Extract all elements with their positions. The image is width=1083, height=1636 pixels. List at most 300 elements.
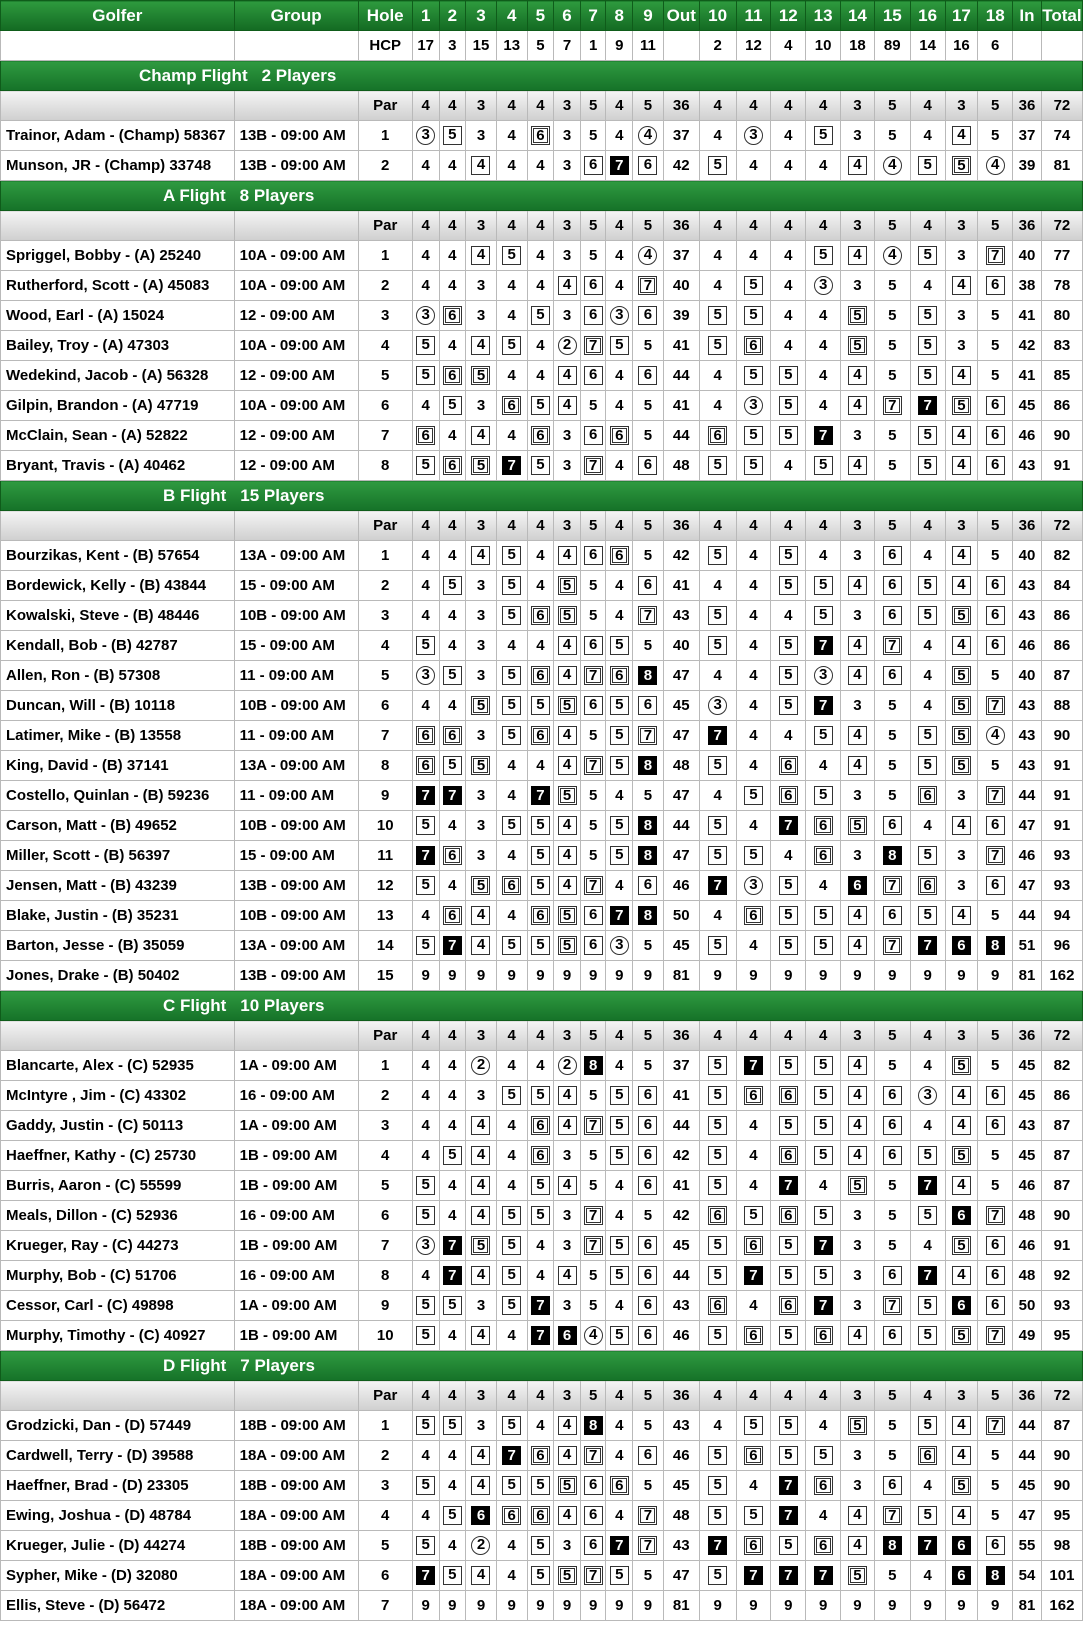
score-cell xyxy=(633,571,664,601)
hole-13-score: 4 xyxy=(818,1417,828,1434)
score-cell xyxy=(466,961,497,991)
hole-5-score: 9 xyxy=(536,967,545,984)
hole-18-score: 5 xyxy=(991,337,1000,354)
player-row[interactable] xyxy=(1,1231,1083,1261)
hole-16-score: 7 xyxy=(918,936,937,955)
in-score: 46 xyxy=(1013,631,1042,661)
par-hole-18: 5 xyxy=(978,1381,1013,1411)
score-cell xyxy=(466,331,497,361)
par-row xyxy=(1,91,1083,121)
hole-header-5: 5 xyxy=(527,1,554,31)
hcp-14: 18 xyxy=(841,31,875,61)
hole-13-score: 4 xyxy=(818,547,828,564)
hole-8-score: 4 xyxy=(615,1417,624,1434)
par-hole-4: 4 xyxy=(496,1381,527,1411)
score-cell xyxy=(978,931,1013,961)
score-cell xyxy=(412,601,439,631)
hole-4-score: 4 xyxy=(507,1177,516,1194)
score-cell xyxy=(945,631,978,661)
hole-9-score: 5 xyxy=(643,637,653,654)
hole-14-score: 5 xyxy=(848,306,867,325)
score-cell xyxy=(736,1561,771,1591)
score-cell xyxy=(945,1261,978,1291)
score-cell xyxy=(841,571,875,601)
hole-14-score: 4 xyxy=(848,1116,867,1135)
score-cell xyxy=(439,841,466,871)
player-row[interactable] xyxy=(1,691,1083,721)
hole-6-score: 4 xyxy=(558,366,577,385)
score-cell xyxy=(771,1531,806,1561)
score-cell xyxy=(606,361,633,391)
hole-18-score: 6 xyxy=(986,456,1005,475)
hole-15-score: 8 xyxy=(883,846,902,865)
player-row[interactable] xyxy=(1,811,1083,841)
player-row[interactable] xyxy=(1,1141,1083,1171)
hole-12-score: 4 xyxy=(784,337,793,354)
hole-2-score: 7 xyxy=(443,1236,462,1255)
hole-8-score: 4 xyxy=(615,457,624,474)
score-cell xyxy=(910,931,945,961)
hole-18-score: 9 xyxy=(991,967,1000,984)
par-total: 72 xyxy=(1041,1381,1082,1411)
hole-7-score: 6 xyxy=(584,156,603,175)
player-row[interactable] xyxy=(1,571,1083,601)
score-cell xyxy=(439,1501,466,1531)
player-row[interactable] xyxy=(1,1201,1083,1231)
hole-17-score: 4 xyxy=(952,426,971,445)
hole-12-score: 4 xyxy=(784,847,793,864)
hole-7-score: 6 xyxy=(584,636,603,655)
total-score: 74 xyxy=(1041,121,1082,151)
hole-11-score: 4 xyxy=(749,757,758,774)
hole-1-score: 4 xyxy=(421,1087,430,1104)
par-hole-3: 3 xyxy=(466,1021,497,1051)
hole-1-score: 3 xyxy=(416,306,435,325)
score-cell xyxy=(910,331,945,361)
score-cell xyxy=(841,631,875,661)
hole-14-score: 3 xyxy=(853,787,862,804)
position: 9 xyxy=(358,781,412,811)
in-score: 47 xyxy=(1013,871,1042,901)
out-score: 44 xyxy=(663,361,699,391)
par-hole-1: 4 xyxy=(412,91,439,121)
total-score: 98 xyxy=(1041,1531,1082,1561)
hole-8-score: 4 xyxy=(615,787,624,804)
par-hole-7: 5 xyxy=(580,1021,606,1051)
score-cell xyxy=(910,421,945,451)
hole-1-score: 4 xyxy=(421,1507,430,1524)
par-hole-15: 5 xyxy=(874,1381,910,1411)
player-row[interactable] xyxy=(1,1051,1083,1081)
score-cell xyxy=(466,541,497,571)
position: 8 xyxy=(358,751,412,781)
score-cell xyxy=(841,1051,875,1081)
score-cell xyxy=(554,1051,581,1081)
hole-13-score: 3 xyxy=(814,666,833,685)
score-cell xyxy=(580,1321,606,1351)
score-cell xyxy=(945,571,978,601)
hole-5-score: 5 xyxy=(531,876,550,895)
hole-17-score: 4 xyxy=(952,636,971,655)
hole-15-score: 6 xyxy=(883,906,902,925)
hole-15-score: 6 xyxy=(883,606,902,625)
hole-4-score: 4 xyxy=(507,367,516,384)
par-out: 36 xyxy=(663,1021,699,1051)
hole-12-score: 5 xyxy=(779,876,798,895)
score-cell xyxy=(439,1051,466,1081)
golfer-name: Kowalski, Steve - (B) 48446 xyxy=(1,601,235,631)
score-cell xyxy=(978,1171,1013,1201)
in-score: 43 xyxy=(1013,691,1042,721)
player-row[interactable] xyxy=(1,1171,1083,1201)
score-cell xyxy=(910,391,945,421)
par-hole-1: 4 xyxy=(412,211,439,241)
score-cell xyxy=(736,541,771,571)
hole-2-score: 5 xyxy=(443,756,462,775)
score-cell xyxy=(580,361,606,391)
in-score: 41 xyxy=(1013,361,1042,391)
hole-3-score: 4 xyxy=(471,336,490,355)
hole-1-score: 5 xyxy=(416,1176,435,1195)
hole-7-score: 6 xyxy=(584,906,603,925)
score-cell xyxy=(554,1561,581,1591)
score-cell xyxy=(527,361,554,391)
player-row[interactable] xyxy=(1,541,1083,571)
score-cell xyxy=(496,1231,527,1261)
player-row[interactable] xyxy=(1,781,1083,811)
out-score: 41 xyxy=(663,391,699,421)
hole-5-score: 5 xyxy=(531,306,550,325)
hole-15-score: 7 xyxy=(883,396,902,415)
hole-header-18: 18 xyxy=(978,1,1013,31)
hole-6-score: 4 xyxy=(558,1176,577,1195)
score-cell xyxy=(412,631,439,661)
score-cell xyxy=(771,331,806,361)
hole-9-score: 5 xyxy=(643,1207,653,1224)
hole-9-score: 5 xyxy=(643,937,653,954)
player-row[interactable] xyxy=(1,241,1083,271)
out-score: 42 xyxy=(663,541,699,571)
player-row[interactable] xyxy=(1,601,1083,631)
hole-13-score: 6 xyxy=(814,1536,833,1555)
score-cell xyxy=(466,271,497,301)
hole-6-score: 4 xyxy=(558,1506,577,1525)
out-score: 46 xyxy=(663,871,699,901)
score-cell xyxy=(412,1141,439,1171)
player-row[interactable] xyxy=(1,901,1083,931)
position: 7 xyxy=(358,721,412,751)
player-row[interactable] xyxy=(1,841,1083,871)
hole-11-score: 5 xyxy=(744,846,763,865)
par-hole-6: 3 xyxy=(554,1021,581,1051)
hole-14-score: 5 xyxy=(848,1416,867,1435)
score-cell xyxy=(771,1231,806,1261)
hole-14-score: 4 xyxy=(848,666,867,685)
hole-6-score: 4 xyxy=(558,726,577,745)
hole-5-score: 9 xyxy=(536,1597,545,1614)
score-cell xyxy=(806,841,841,871)
hole-6-score: 6 xyxy=(558,1326,577,1345)
hole-9-score: 6 xyxy=(638,1236,657,1255)
player-row[interactable] xyxy=(1,271,1083,301)
score-cell xyxy=(439,601,466,631)
score-cell xyxy=(945,1201,978,1231)
score-cell xyxy=(978,1201,1013,1231)
hole-1-score: 4 xyxy=(421,397,430,414)
hole-7-score: 9 xyxy=(588,967,598,984)
score-cell xyxy=(841,151,875,181)
hole-7-score: 7 xyxy=(584,876,603,895)
score-cell xyxy=(580,391,606,421)
score-cell xyxy=(580,661,606,691)
tee-group: 18B - 09:00 AM xyxy=(234,1531,358,1561)
score-cell xyxy=(806,781,841,811)
hole-12-score: 4 xyxy=(784,727,793,744)
flight-title: D Flight xyxy=(163,1355,227,1375)
hole-5-score: 6 xyxy=(531,1446,550,1465)
score-cell xyxy=(874,931,910,961)
score-cell xyxy=(841,271,875,301)
flight-title: C Flight xyxy=(163,995,227,1015)
player-row[interactable] xyxy=(1,391,1083,421)
score-cell xyxy=(439,1141,466,1171)
score-cell xyxy=(606,1051,633,1081)
score-cell xyxy=(771,571,806,601)
score-cell xyxy=(771,391,806,421)
hole-5-score: 4 xyxy=(536,577,545,594)
hole-2-score: 6 xyxy=(443,906,462,925)
score-cell xyxy=(606,331,633,361)
player-row[interactable] xyxy=(1,721,1083,751)
hole-12-score: 7 xyxy=(779,816,798,835)
tee-group: 12 - 09:00 AM xyxy=(234,361,358,391)
flight-header xyxy=(1,181,1083,211)
score-cell xyxy=(580,1471,606,1501)
scorecard-body xyxy=(1,1,1083,1621)
score-cell xyxy=(554,1441,581,1471)
player-row[interactable] xyxy=(1,1501,1083,1531)
score-cell xyxy=(874,361,910,391)
player-row[interactable] xyxy=(1,871,1083,901)
hole-5-score: 6 xyxy=(531,1116,550,1135)
position: 5 xyxy=(358,361,412,391)
hole-18-score: 6 xyxy=(986,276,1005,295)
player-row[interactable] xyxy=(1,451,1083,481)
player-row[interactable] xyxy=(1,1411,1083,1441)
score-cell xyxy=(554,1201,581,1231)
score-cell xyxy=(554,421,581,451)
score-cell xyxy=(978,1141,1013,1171)
position: 9 xyxy=(358,1291,412,1321)
hole-12-score: 5 xyxy=(779,1326,798,1345)
player-row[interactable] xyxy=(1,151,1083,181)
score-cell xyxy=(945,1141,978,1171)
score-cell xyxy=(978,1051,1013,1081)
hole-16-score: 5 xyxy=(918,1296,937,1315)
score-cell xyxy=(466,1171,497,1201)
player-row[interactable] xyxy=(1,1471,1083,1501)
out-score: 47 xyxy=(663,841,699,871)
hole-14-score: 4 xyxy=(848,366,867,385)
hole-4-score: 6 xyxy=(502,396,521,415)
score-cell xyxy=(466,601,497,631)
hole-17-score: 4 xyxy=(952,906,971,925)
hole-15-score: 5 xyxy=(888,697,897,714)
in-score: 45 xyxy=(1013,1471,1042,1501)
hole-11-score: 6 xyxy=(744,1086,763,1105)
hole-7-score: 7 xyxy=(584,456,603,475)
player-row[interactable] xyxy=(1,1261,1083,1291)
hole-13-score: 5 xyxy=(814,786,833,805)
score-cell xyxy=(527,1291,554,1321)
score-cell xyxy=(874,421,910,451)
position: 1 xyxy=(358,241,412,271)
score-cell xyxy=(699,1591,736,1621)
score-cell xyxy=(841,1111,875,1141)
hole-11-score: 4 xyxy=(749,1147,758,1164)
hole-15-score: 6 xyxy=(883,1146,902,1165)
score-cell xyxy=(910,1051,945,1081)
in-score: 47 xyxy=(1013,811,1042,841)
par-in: 36 xyxy=(1013,511,1042,541)
score-cell xyxy=(466,1531,497,1561)
player-row[interactable] xyxy=(1,1321,1083,1351)
score-cell xyxy=(841,751,875,781)
hole-12-score: 5 xyxy=(779,666,798,685)
golfer-name: Blake, Justin - (B) 35231 xyxy=(1,901,235,931)
tee-group: 12 - 09:00 AM xyxy=(234,301,358,331)
player-row[interactable] xyxy=(1,121,1083,151)
hole-15-score: 5 xyxy=(888,277,897,294)
par-hole-11: 4 xyxy=(736,1381,771,1411)
hole-17-score: 5 xyxy=(952,156,971,175)
hole-16-score: 4 xyxy=(923,277,932,294)
hole-12-score: 5 xyxy=(779,1236,798,1255)
hole-10-score: 5 xyxy=(708,1116,727,1135)
player-row[interactable] xyxy=(1,661,1083,691)
out-score: 48 xyxy=(663,1501,699,1531)
hole-3-score: 3 xyxy=(476,817,486,834)
in-score: 44 xyxy=(1013,781,1042,811)
total-score: 80 xyxy=(1041,301,1082,331)
score-cell xyxy=(527,1411,554,1441)
hole-6-score: 4 xyxy=(558,876,577,895)
score-cell xyxy=(580,931,606,961)
hole-15-score: 5 xyxy=(888,1567,897,1584)
hole-13-score: 9 xyxy=(818,1597,828,1614)
golfer-name: Sypher, Mike - (D) 32080 xyxy=(1,1561,235,1591)
column-header-row xyxy=(1,1,1083,31)
score-cell xyxy=(412,1441,439,1471)
score-cell xyxy=(580,901,606,931)
par-label: Par xyxy=(358,1381,412,1411)
golfer-name: Costello, Quinlan - (B) 59236 xyxy=(1,781,235,811)
hole-7-score: 7 xyxy=(584,756,603,775)
player-row[interactable] xyxy=(1,631,1083,661)
hole-17-score: 5 xyxy=(952,1056,971,1075)
score-cell xyxy=(806,421,841,451)
score-cell xyxy=(496,781,527,811)
score-cell xyxy=(736,1051,771,1081)
hole-3-score: 4 xyxy=(471,1146,490,1165)
score-cell xyxy=(978,1411,1013,1441)
score-cell xyxy=(945,601,978,631)
hole-5-score: 7 xyxy=(531,786,550,805)
player-row[interactable] xyxy=(1,1561,1083,1591)
hole-5-score: 4 xyxy=(536,337,545,354)
hole-3-score: 4 xyxy=(471,546,490,565)
hole-11-score: 5 xyxy=(744,1416,763,1435)
player-row[interactable] xyxy=(1,961,1083,991)
player-row[interactable] xyxy=(1,1291,1083,1321)
hole-12-score: 5 xyxy=(779,1116,798,1135)
score-cell xyxy=(496,151,527,181)
score-cell xyxy=(580,601,606,631)
hole-6-score: 9 xyxy=(562,967,572,984)
hole-8-score: 5 xyxy=(610,1116,629,1135)
player-row[interactable] xyxy=(1,301,1083,331)
player-row[interactable] xyxy=(1,1531,1083,1561)
player-row[interactable] xyxy=(1,1441,1083,1471)
hole-6-score: 3 xyxy=(562,307,572,324)
score-cell xyxy=(978,601,1013,631)
tee-group: 10B - 09:00 AM xyxy=(234,901,358,931)
player-row[interactable] xyxy=(1,331,1083,361)
hcp-10: 2 xyxy=(699,31,736,61)
player-row[interactable] xyxy=(1,751,1083,781)
hole-header-10: 10 xyxy=(699,1,736,31)
par-hole-8: 4 xyxy=(606,91,633,121)
hole-12-score: 5 xyxy=(779,366,798,385)
golfer-name: Murphy, Timothy - (C) 40927 xyxy=(1,1321,235,1351)
score-cell xyxy=(806,301,841,331)
player-row[interactable] xyxy=(1,361,1083,391)
player-row[interactable] xyxy=(1,1111,1083,1141)
hole-3-score: 5 xyxy=(471,876,490,895)
score-cell xyxy=(736,241,771,271)
score-cell xyxy=(699,841,736,871)
score-cell xyxy=(910,841,945,871)
in-score: 41 xyxy=(1013,301,1042,331)
score-cell xyxy=(580,451,606,481)
score-cell xyxy=(945,451,978,481)
score-cell xyxy=(771,661,806,691)
hole-1-score: 4 xyxy=(421,1117,430,1134)
hole-17-score: 3 xyxy=(957,307,966,324)
score-cell xyxy=(806,271,841,301)
player-row[interactable] xyxy=(1,421,1083,451)
player-row[interactable] xyxy=(1,931,1083,961)
score-cell xyxy=(633,1591,664,1621)
hole-17-score: 4 xyxy=(952,366,971,385)
hole-7-score: 7 xyxy=(584,1446,603,1465)
hole-4-score: 5 xyxy=(502,576,521,595)
score-cell xyxy=(806,1321,841,1351)
hole-6-score: 9 xyxy=(562,1597,572,1614)
player-row[interactable] xyxy=(1,1081,1083,1111)
score-cell xyxy=(412,421,439,451)
score-cell xyxy=(496,361,527,391)
hcp-15: 89 xyxy=(874,31,910,61)
score-cell xyxy=(978,811,1013,841)
score-cell xyxy=(699,331,736,361)
score-cell xyxy=(699,811,736,841)
score-cell xyxy=(554,301,581,331)
hole-8-score: 5 xyxy=(610,756,629,775)
player-row[interactable] xyxy=(1,1591,1083,1621)
score-cell xyxy=(554,841,581,871)
score-cell xyxy=(554,631,581,661)
